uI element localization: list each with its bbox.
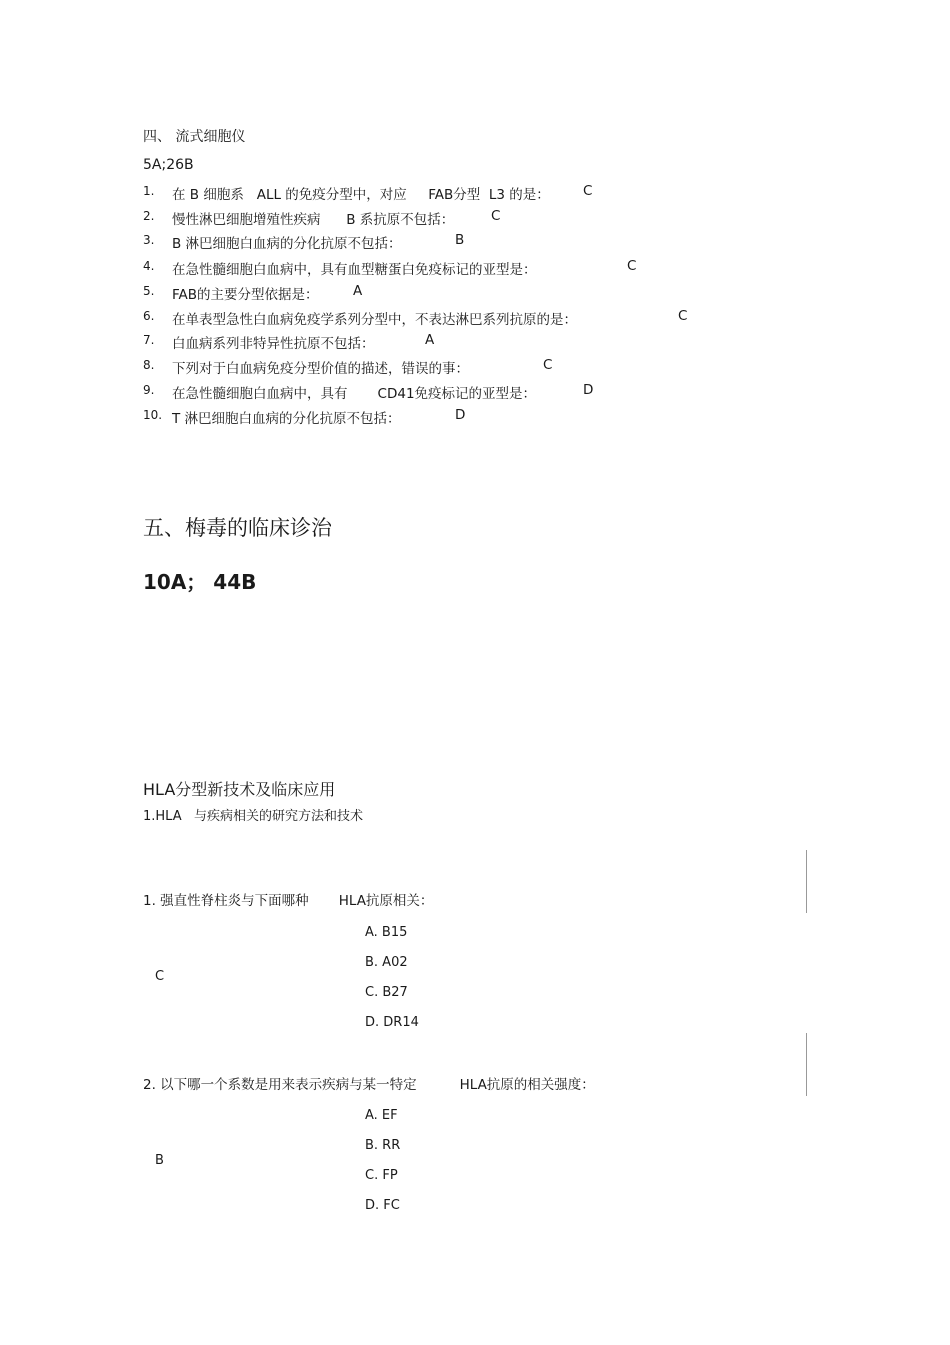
question-answer: C bbox=[491, 208, 501, 224]
question-number: 4. bbox=[143, 259, 155, 273]
mcq-question: 2. 以下哪一个系数是用来表示疾病与某一特定 HLA抗原的相关强度： bbox=[143, 1077, 595, 1093]
question-number: 1. bbox=[143, 184, 155, 198]
question-number: 3. bbox=[143, 233, 155, 247]
question-number: 7. bbox=[143, 333, 155, 347]
question-number: 5. bbox=[143, 284, 155, 298]
question-row bbox=[143, 208, 743, 228]
question-answer: D bbox=[583, 382, 594, 398]
mcq-option: C. B27 bbox=[365, 985, 408, 1000]
margin-rule bbox=[806, 850, 807, 913]
question-row bbox=[143, 382, 743, 402]
question-row bbox=[143, 357, 743, 377]
question-number: 2. bbox=[143, 209, 155, 223]
question-number: 6. bbox=[143, 309, 155, 323]
question-text: 下列对于白血病免疫分型价值的描述，错误的事： bbox=[172, 361, 469, 377]
question-answer: D bbox=[455, 407, 466, 423]
question-text: 在急性髓细胞白血病中，具有血型糖蛋白免疫标记的亚型是： bbox=[172, 262, 537, 278]
mcq-option: A. EF bbox=[365, 1108, 398, 1123]
mcq-option: A. B15 bbox=[365, 925, 408, 940]
section-5-title: 五、梅毒的临床诊治 bbox=[143, 516, 332, 540]
section-5-answer-code: 10A； 44B bbox=[143, 570, 257, 594]
hla-section-subtitle: 1.HLA 与疾病相关的研究方法和技术 bbox=[143, 809, 364, 824]
question-text: FAB的主要分型依据是： bbox=[172, 287, 319, 303]
question-number: 8. bbox=[143, 358, 155, 372]
question-number: 10. bbox=[143, 408, 163, 422]
question-row bbox=[143, 183, 743, 203]
mcq-answer: C bbox=[155, 969, 165, 984]
section-4-title: 四、 流式细胞仪 bbox=[143, 129, 246, 145]
mcq-question: 1. 强直性脊柱炎与下面哪种 HLA抗原相关： bbox=[143, 893, 434, 909]
question-text: 在急性髓细胞白血病中，具有 CD41免疫标记的亚型是： bbox=[172, 386, 537, 402]
mcq-option: D. DR14 bbox=[365, 1015, 419, 1030]
question-row bbox=[143, 232, 743, 252]
question-answer: A bbox=[425, 332, 435, 348]
mcq-option: B. A02 bbox=[365, 955, 408, 970]
question-row bbox=[143, 308, 743, 328]
question-text: 在 B 细胞系 ALL 的免疫分型中，对应 FAB分型 L3 的是： bbox=[172, 187, 550, 203]
margin-rule bbox=[806, 1033, 807, 1096]
question-answer: C bbox=[583, 183, 593, 199]
question-text: 在单表型急性白血病免疫学系列分型中，不表达淋巴系列抗原的是： bbox=[172, 312, 577, 328]
question-text: 慢性淋巴细胞增殖性疾病 B 系抗原不包括： bbox=[172, 212, 455, 228]
question-text: B 淋巴细胞白血病的分化抗原不包括： bbox=[172, 236, 402, 252]
question-text: 白血病系列非特异性抗原不包括： bbox=[172, 336, 375, 352]
mcq-option: B. RR bbox=[365, 1138, 401, 1153]
question-text: T 淋巴细胞白血病的分化抗原不包括： bbox=[172, 411, 401, 427]
section-4-answer-code: 5A;26B bbox=[143, 157, 194, 173]
hla-section-title: HLA分型新技术及临床应用 bbox=[143, 780, 336, 799]
question-answer: A bbox=[353, 283, 363, 299]
question-answer: C bbox=[627, 258, 637, 274]
question-answer: C bbox=[543, 357, 553, 373]
question-row bbox=[143, 407, 743, 427]
question-answer: C bbox=[678, 308, 688, 324]
mcq-answer: B bbox=[155, 1153, 164, 1168]
question-number: 9. bbox=[143, 383, 155, 397]
mcq-option: C. FP bbox=[365, 1168, 398, 1183]
question-row bbox=[143, 283, 743, 303]
question-answer: B bbox=[455, 232, 465, 248]
mcq-option: D. FC bbox=[365, 1198, 400, 1213]
question-row bbox=[143, 258, 743, 278]
question-row bbox=[143, 332, 743, 352]
